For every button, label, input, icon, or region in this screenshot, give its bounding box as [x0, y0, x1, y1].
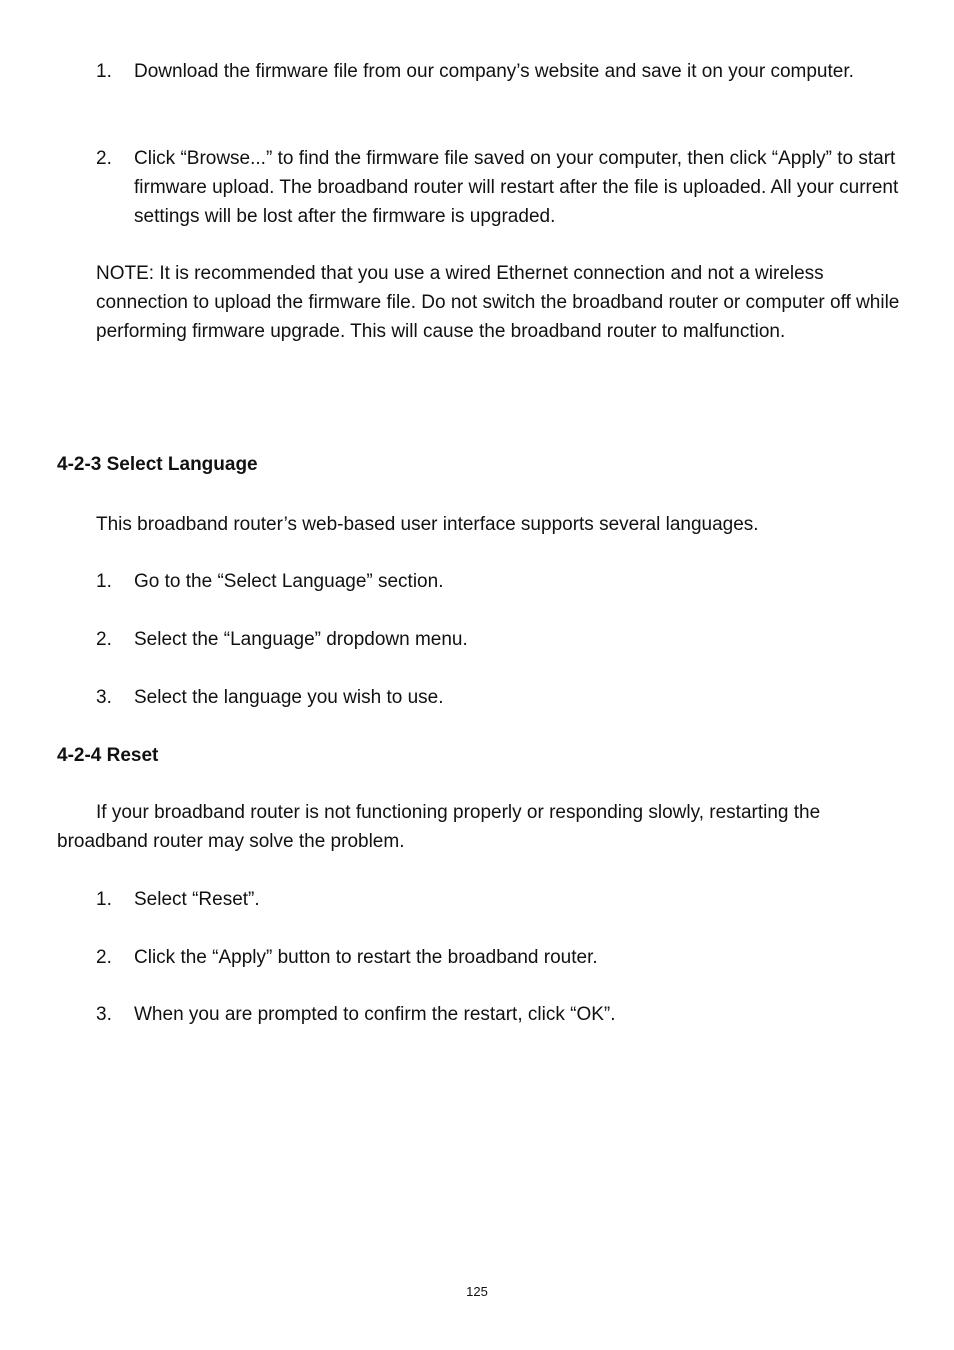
page-number: 125: [466, 1284, 488, 1299]
language-step: Select the language you wish to use.: [134, 687, 444, 708]
list-number: 1.: [96, 61, 112, 82]
reset-step: Click the “Apply” button to restart the broadband router.: [134, 947, 598, 968]
reset-step: Select “Reset”.: [134, 889, 260, 910]
reset-step: When you are prompted to confirm the restart, click “OK”.: [134, 1004, 616, 1025]
list-number: 2.: [96, 947, 112, 968]
list-number: 1.: [96, 889, 112, 910]
firmware-step-download: Download the firmware file from our company’s website and save it on your computer.: [134, 61, 854, 82]
section-heading-reset: 4-2-4 Reset: [57, 745, 159, 766]
list-number: 2.: [96, 148, 112, 169]
firmware-note: NOTE: It is recommended that you use a wired Ethernet connection and not a wireless connection to upload the firmware file. Do not switch the broadband router or computer off while performing firmware upgrade. This will cause the broadband router to malfunction.: [96, 263, 900, 342]
select-language-intro: This broadband router’s web-based user interface supports several languages.: [96, 514, 759, 535]
list-number: 3.: [96, 687, 112, 708]
reset-intro: If your broadband router is not functioning properly or responding slowly, restarting the broadband router may solve the problem.: [57, 802, 821, 852]
language-step: Select the “Language” dropdown menu.: [134, 629, 468, 650]
section-heading-select-language: 4-2-3 Select Language: [57, 454, 258, 475]
list-number: 3.: [96, 1004, 112, 1025]
language-step: Go to the “Select Language” section.: [134, 571, 444, 592]
list-number: 2.: [96, 629, 112, 650]
list-number: 1.: [96, 571, 112, 592]
firmware-step-browse-apply: Click “Browse...” to find the firmware file saved on your computer, then click “Apply” to start firmware upload. The broadband router will restart after the file is uploaded. All your current settings will be lost after the firmware is upgraded.: [134, 148, 899, 227]
